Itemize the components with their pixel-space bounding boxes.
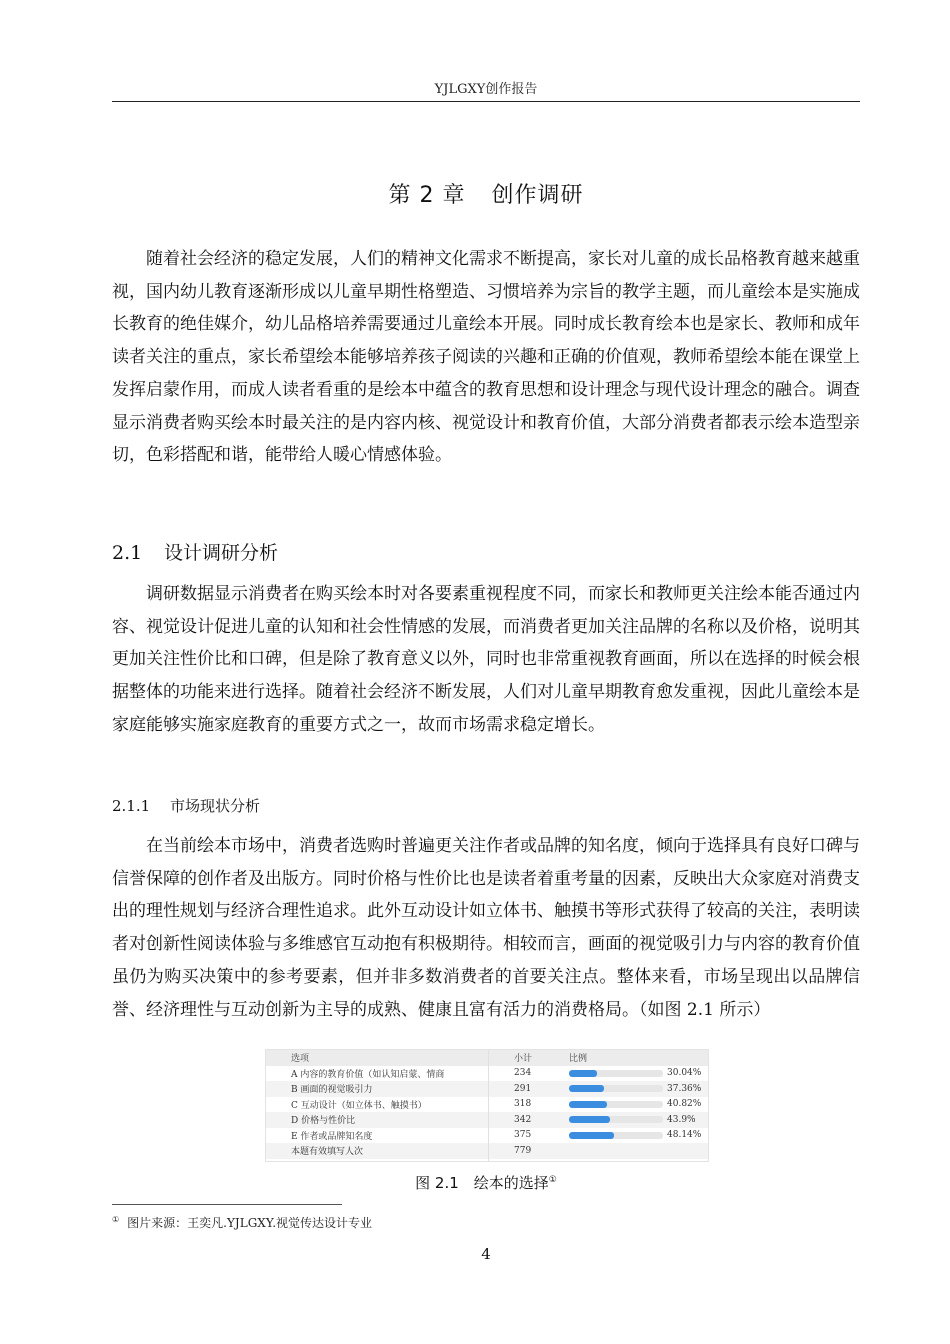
footnote-reference: ① (548, 1175, 557, 1185)
figure-caption-text: 图 2.1 绘本的选择 (415, 1174, 549, 1192)
section-title: 设计调研分析 (164, 542, 279, 564)
column-separator (488, 1050, 489, 1161)
table-row (266, 1112, 708, 1128)
header-ratio: 比例 (569, 1054, 588, 1065)
option-label: C 互动设计（如立体书、触摸书） (291, 1100, 427, 1111)
ratio-bar-track (569, 1085, 663, 1092)
section-number: 2.1 (112, 542, 143, 564)
option-percent: 37.36% (667, 1083, 702, 1094)
section-heading-2-1 (112, 538, 278, 565)
option-count: 234 (514, 1068, 532, 1079)
option-count: 291 (514, 1083, 532, 1094)
ratio-bar-fill (569, 1116, 610, 1123)
figure-caption (112, 1172, 860, 1193)
subsection-title: 市场现状分析 (170, 797, 261, 815)
option-percent: 40.82% (667, 1099, 702, 1110)
ratio-bar-track (569, 1070, 663, 1077)
table-total-row (266, 1143, 708, 1159)
option-label: E 作者或品牌知名度 (291, 1131, 373, 1142)
section-2-1-paragraph: 调研数据显示消费者在购买绘本时对各要素重视程度不同，而家长和教师更关注绘本能否通过内容、视觉设计促进儿童的认知和社会性情感的发展，而消费者更加关注品牌的名称以及价格，说明其更加关注性价比和口碑，但是除了教育意义以外，同时也非常重视教育画面，所以在选择的时候会根据整体的功能来进行选择。随着社会经济不断发展，人们对儿童早期教育愈发重视，因此儿童绘本是家庭能够实施家庭教育的重要方式之一，故而市场需求稳定增长。 (112, 584, 860, 735)
table-row (266, 1081, 708, 1097)
header-option: 选项 (291, 1054, 310, 1065)
footnote-mark: ① (112, 1215, 120, 1224)
option-label: D 价格与性价比 (291, 1116, 356, 1127)
ratio-bar-track (569, 1101, 663, 1108)
footnote-rule (112, 1204, 342, 1205)
chapter-number: 第 2 章 (388, 183, 466, 208)
option-count: 342 (514, 1114, 532, 1125)
ratio-bar-track (569, 1116, 663, 1123)
option-percent: 43.9% (667, 1114, 696, 1125)
option-count: 375 (514, 1130, 532, 1141)
footnote-text: 图片来源：王奕凡.YJLGXY.视觉传达设计专业 (127, 1216, 373, 1230)
running-header: YJLGXY创作报告 (434, 82, 538, 97)
table-row (266, 1128, 708, 1144)
ratio-bar-fill (569, 1132, 614, 1139)
section-2-1-1-paragraph: 在当前绘本市场中，消费者选购时普遍更关注作者或品牌的知名度，倾向于选择具有良好口碑与信誉保障的创作者及出版方。同时价格与性价比也是读者着重考量的因素，反映出大众家庭对消费支出的理性规划与经济合理性追求。此外互动设计如立体书、触摸书等形式获得了较高的关注，表明读者对创新性阅读体验与多维感官互动抱有积极期待。相较而言，画面的视觉吸引力与内容的教育价值虽仍为购买决策中的参考要素，但并非多数消费者的首要关注点。整体来看，市场呈现出以品牌信誉、经济理性与互动创新为主导的成熟、健康且富有活力的消费格局。（如图 2.1 所示） (112, 836, 860, 1020)
page-number: 4 (481, 1245, 491, 1263)
option-label: A 内容的教育价值（如认知启蒙、情商 (291, 1069, 445, 1080)
table-row (266, 1097, 708, 1113)
option-count: 318 (514, 1099, 532, 1110)
chapter-name: 创作调研 (491, 183, 584, 208)
total-count: 779 (514, 1145, 532, 1156)
table-header-row (266, 1050, 708, 1066)
survey-results-table (265, 1049, 709, 1162)
option-percent: 48.14% (667, 1130, 702, 1141)
section-heading-2-1-1 (112, 795, 260, 816)
ratio-bar-track (569, 1132, 663, 1139)
header-rule (112, 101, 860, 102)
chapter-title (112, 178, 860, 209)
ratio-bar-fill (569, 1085, 604, 1092)
total-label: 本题有效填写人次 (291, 1147, 364, 1158)
ratio-bar-fill (569, 1101, 607, 1108)
footnote (112, 1214, 372, 1231)
ratio-bar-fill (569, 1070, 597, 1077)
option-label: B 画面的视觉吸引力 (291, 1085, 373, 1096)
option-percent: 30.04% (667, 1068, 702, 1079)
subsection-number: 2.1.1 (112, 797, 151, 815)
intro-paragraph: 随着社会经济的稳定发展，人们的精神文化需求不断提高，家长对儿童的成长品格教育越来越重视，国内幼儿教育逐渐形成以儿童早期性格塑造、习惯培养为宗旨的教学主题，而儿童绘本是实施成长教育的绝佳媒介，幼儿品格培养需要通过儿童绘本开展。同时成长教育绘本也是家长、教师和成年读者关注的重点，家长希望绘本能够培养孩子阅读的兴趣和正确的价值观，教师希望绘本能在课堂上发挥启蒙作用，而成人读者看重的是绘本中蕴含的教育思想和设计理念与现代设计理念的融合。调查显示消费者购买绘本时最关注的是内容内核、视觉设计和教育价值，大部分消费者都表示绘本造型亲切，色彩搭配和谐，能带给人暖心情感体验。 (112, 249, 860, 466)
header-count: 小计 (514, 1054, 533, 1065)
table-row (266, 1066, 708, 1082)
